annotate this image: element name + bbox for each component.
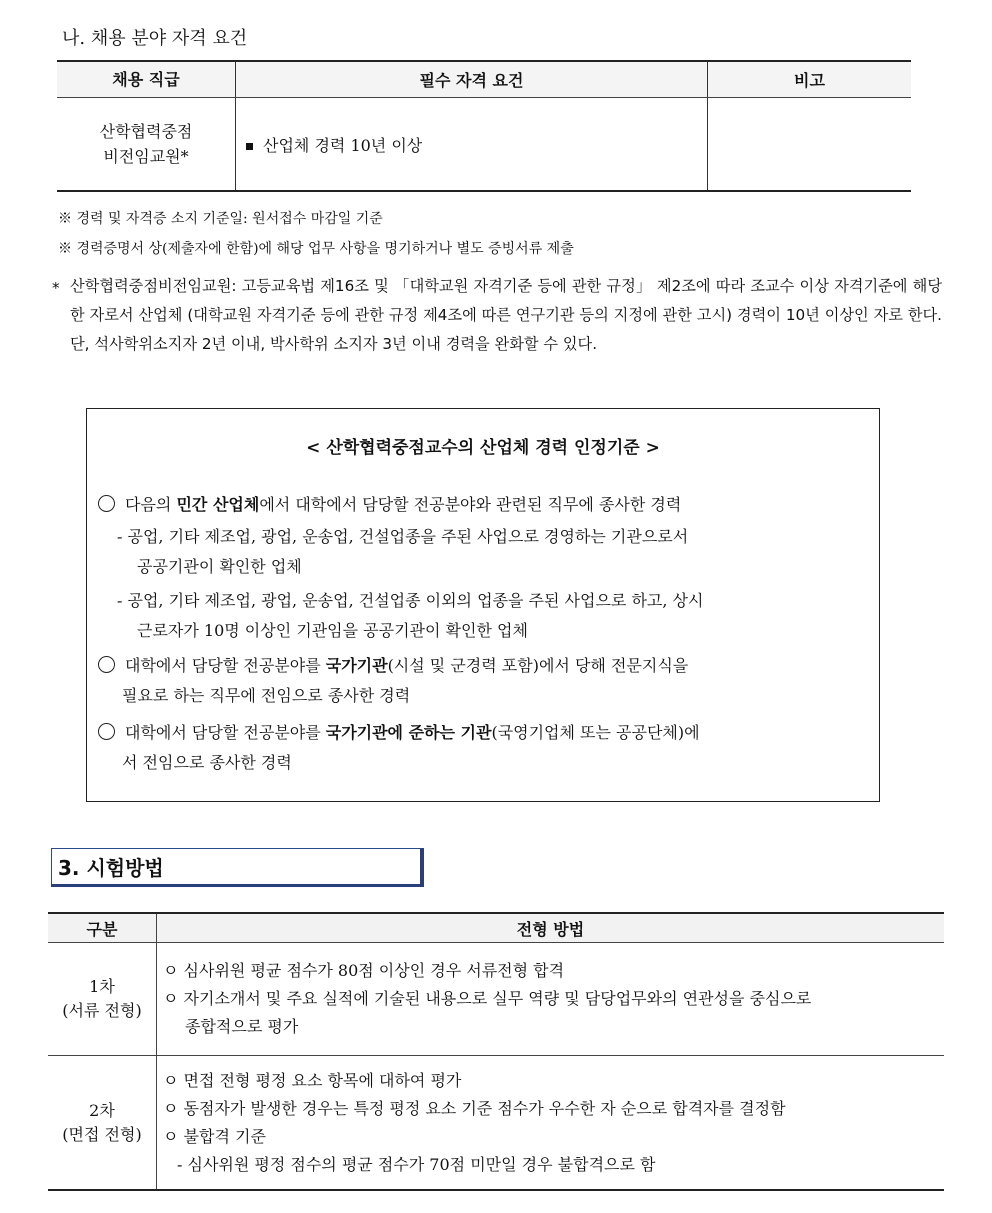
criteria-item-2: 대학에서 담당할 전공분야를 국가기관(시설 및 군경력 포함)에서 당해 전문지식을 <box>98 651 688 681</box>
criteria-sub1-line1: - 공업, 기타 제조업, 광업, 운송업, 건설업종을 주된 사업으로 경영하는 기관으로서 <box>117 527 689 546</box>
header-category: 구분 <box>48 913 157 943</box>
method-line: ㅇ 동점자가 발생한 경우는 특정 평정 요소 기준 점수가 우수한 자 순으로 합격자를 결정함 <box>163 1098 786 1118</box>
circle-bullet-icon <box>98 656 115 673</box>
table-row <box>48 1056 944 1191</box>
requirement-cell <box>236 98 708 192</box>
method-line: 종합적으로 평가 <box>185 1017 299 1036</box>
method-line: ㅇ 불합격 기준 <box>163 1126 266 1146</box>
criteria-item-3-line2: 서 전임으로 종사한 경력 <box>122 753 292 772</box>
qualification-table <box>57 60 911 192</box>
header-method: 전형 방법 <box>157 913 945 943</box>
footnote-star: * <box>52 279 60 297</box>
method-line: ㅇ 심사위원 평균 점수가 80점 이상인 경우 서류전형 합격 <box>163 961 565 980</box>
footnote-text: 산학협력중점비전임교원: 고등교육법 제16조 및 「대학교원 자격기준 등에 관한 규정」 제2조에 따라 조교수 이상 자격기준에 해당한 자로서 산업체 (대학교원 자격기준 등에 관한 규정 제4조에 따른 연구기관 등의 지정에 관한 고시) 경력이 10년 이상인 자로 한다. 단, 석사학위소지자 2년 이내, 박사학위 소지자 3년 이내 경력을 완화할 수 있다. <box>70 277 942 353</box>
header-position: 채용 직급 <box>57 61 236 98</box>
footnote-paragraph <box>52 272 942 359</box>
criteria-sub2-line2: 근로자가 10명 이상인 기관임을 공공기관이 확인한 업체 <box>137 621 528 640</box>
section-heading-exam-method: 3. 시험방법 <box>51 848 424 887</box>
criteria-item-2-line2: 필요로 하는 직무에 전임으로 종사한 경력 <box>122 686 411 705</box>
criteria-item-3: 대학에서 담당할 전공분야를 국가기관에 준하는 기관(국영기업체 또는 공공단체)에 <box>98 718 700 748</box>
position-line2: 비전임교원* <box>103 147 189 166</box>
stage-label: 1차 (서류 전형) <box>48 943 157 1056</box>
note-2: ※ 경력증명서 상(제출자에 한함)에 해당 업무 사항을 명기하거나 별도 증빙서류 제출 <box>58 241 574 257</box>
criteria-item-1: 다음의 민간 산업체에서 대학에서 담당할 전공분야와 관련된 직무에 종사한 경력 <box>98 490 681 520</box>
criteria-box <box>86 408 880 802</box>
circle-bullet-icon <box>98 723 115 740</box>
header-requirement: 필수 자격 요건 <box>236 61 708 98</box>
table-row <box>57 98 911 192</box>
header-remark: 비고 <box>708 61 912 98</box>
stage-label: 2차 (면접 전형) <box>48 1056 157 1191</box>
method-line: ㅇ 자기소개서 및 주요 실적에 기술된 내용으로 실무 역량 및 담당업무와의 연관성을 중심으로 <box>163 989 812 1008</box>
position-line1: 산학협력중점 <box>99 122 193 141</box>
criteria-sub1-line2: 공공기관이 확인한 업체 <box>137 557 302 576</box>
note-1: ※ 경력 및 자격증 소지 기준일: 원서접수 마감일 기준 <box>58 211 383 227</box>
criteria-title: < 산학협력중점교수의 산업체 경력 인정기준 > <box>306 438 660 458</box>
circle-bullet-icon <box>98 495 115 512</box>
position-cell <box>57 98 236 192</box>
method-line: ㅇ 면접 전형 평정 요소 항목에 대하여 평가 <box>163 1070 462 1090</box>
stage-content <box>157 943 945 1056</box>
remark-cell <box>708 98 912 192</box>
square-bullet-icon <box>246 143 253 150</box>
method-line: - 심사위원 평정 점수의 평균 점수가 70점 미만일 경우 불합격으로 함 <box>177 1154 656 1174</box>
section-title-qualifications: 나. 채용 분야 자격 요건 <box>62 28 248 49</box>
requirement-text: 산업체 경력 10년 이상 <box>263 135 423 155</box>
stage-content <box>157 1056 945 1191</box>
criteria-sub2-line1: - 공업, 기타 제조업, 광업, 운송업, 건설업종 이외의 업종을 주된 사업으로 하고, 상시 <box>117 591 704 610</box>
table-row <box>48 943 944 1056</box>
exam-method-table <box>48 912 944 1191</box>
